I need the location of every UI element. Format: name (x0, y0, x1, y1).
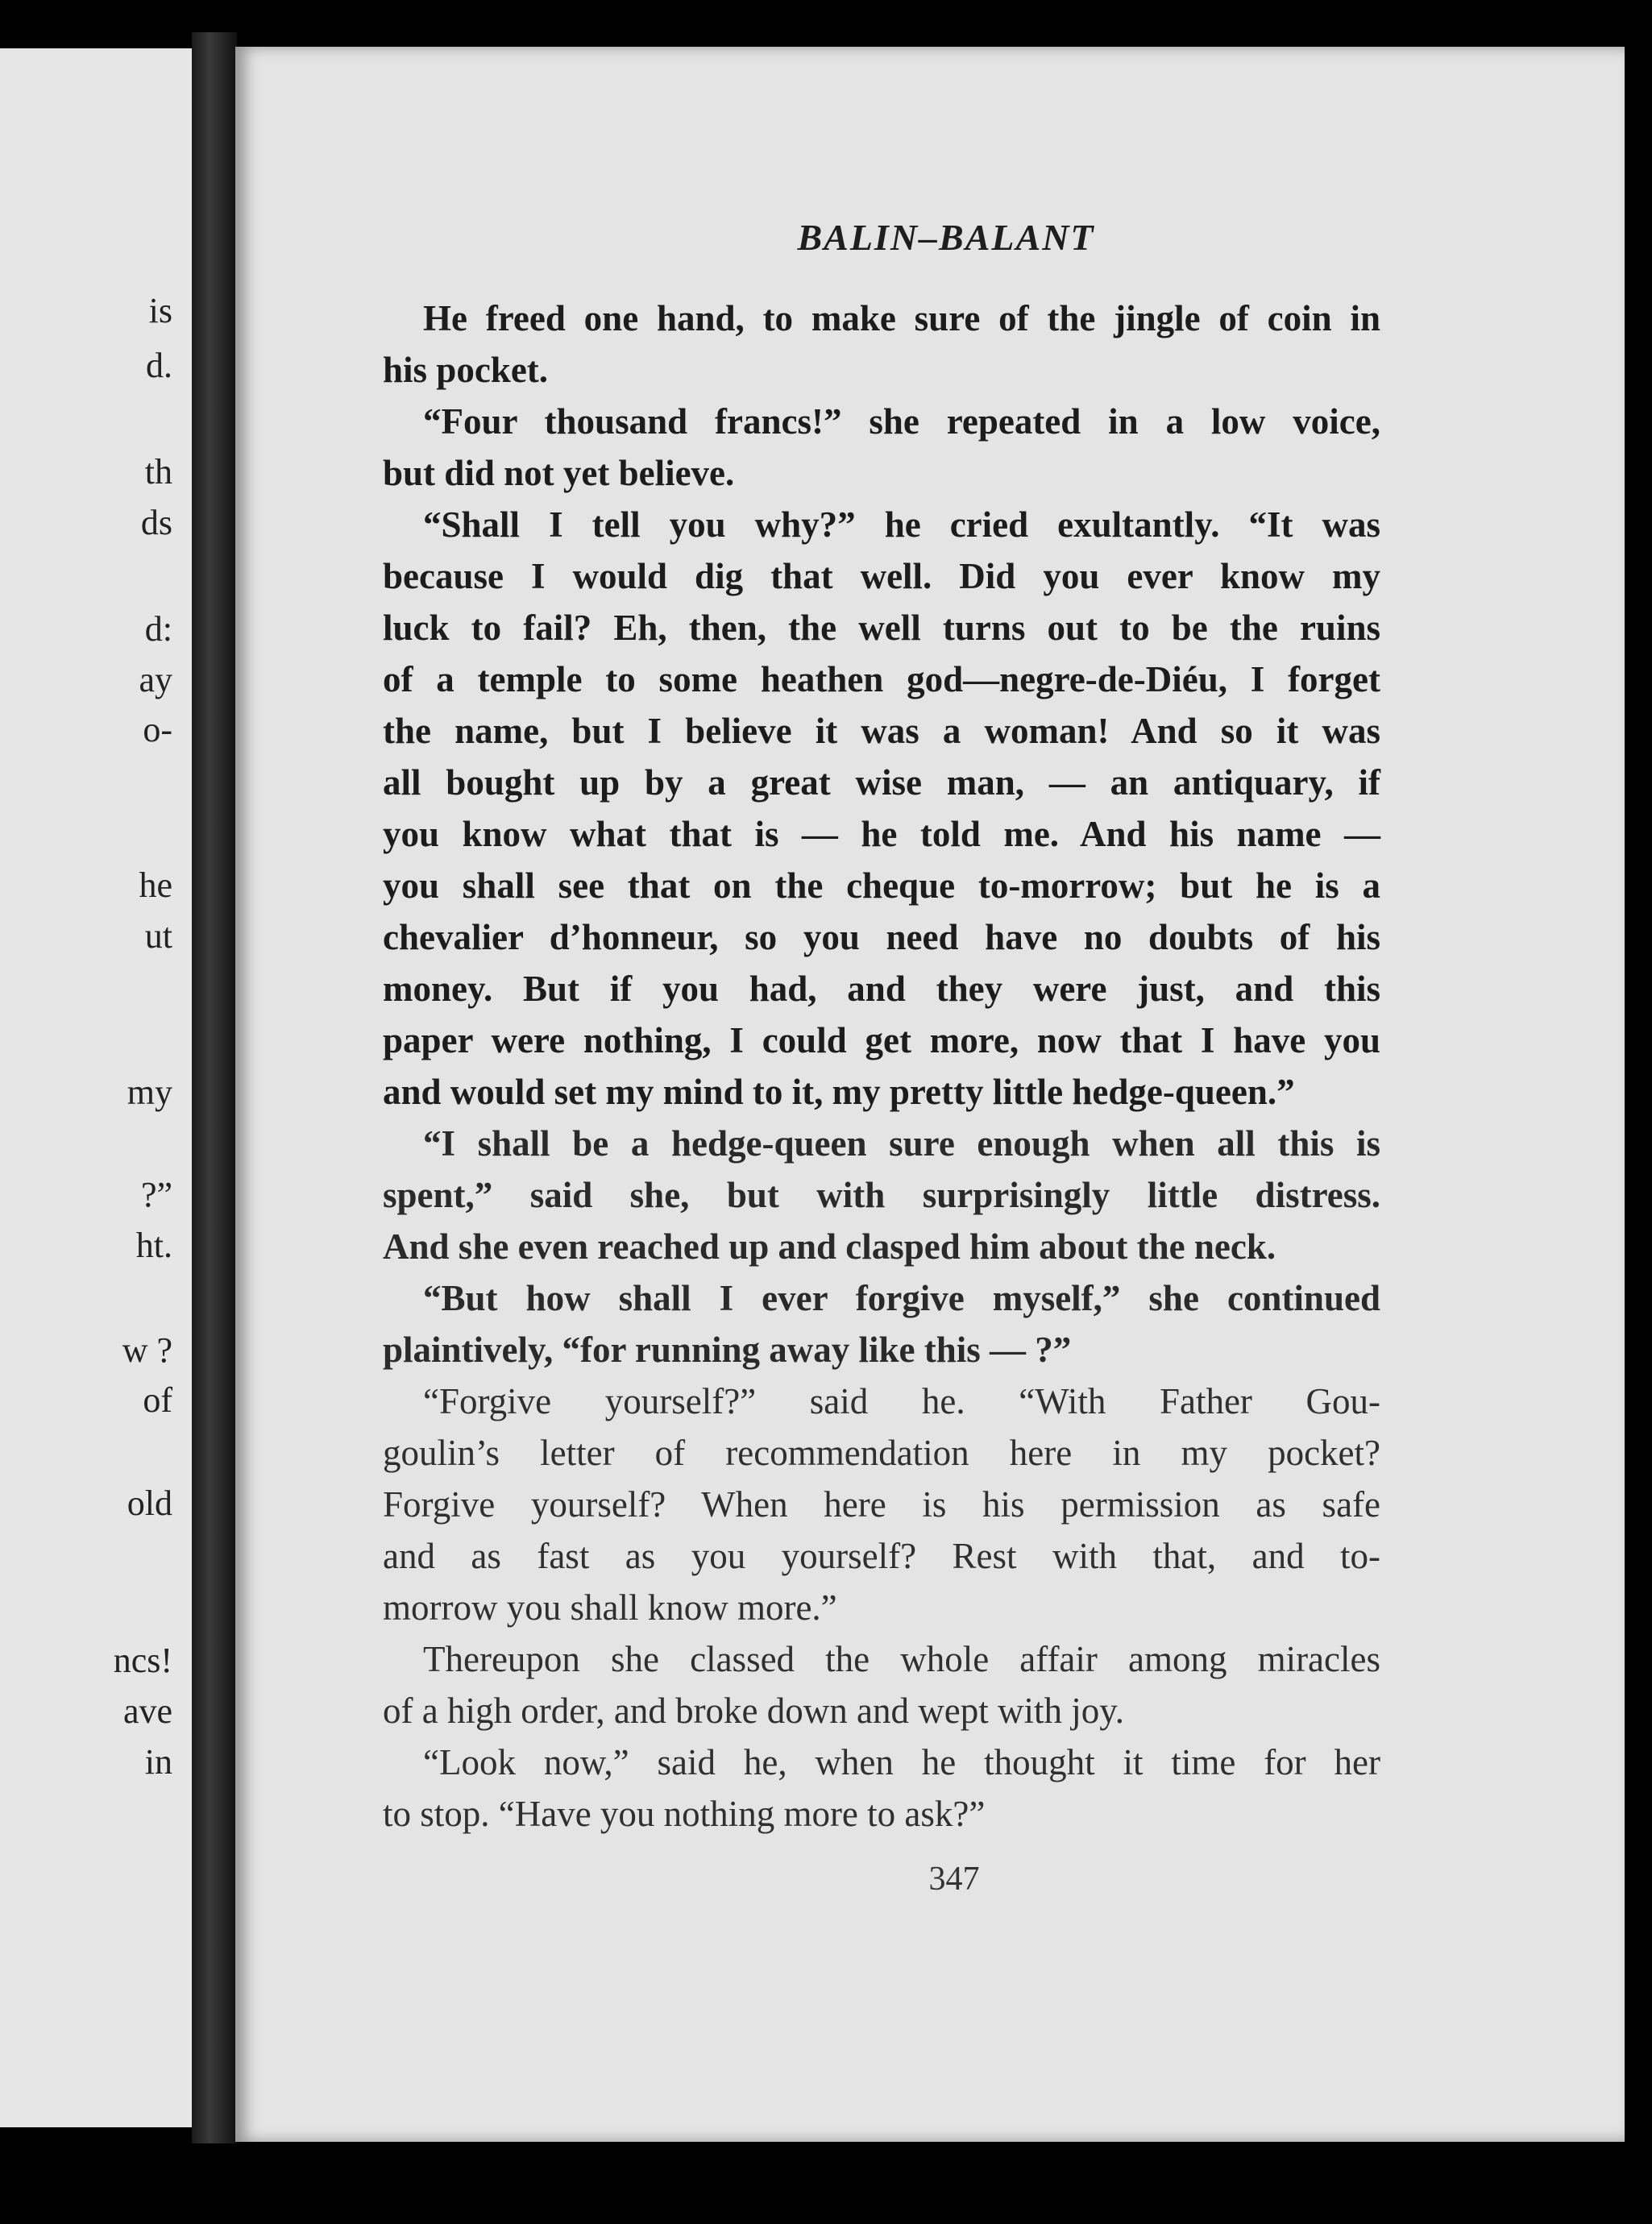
running-head: BALIN–BALANT (797, 217, 1095, 258)
page-number: 347 (928, 1861, 980, 1898)
text-line: Thereupon she classed the whole affair among miracles (423, 1639, 1380, 1679)
book-gutter (192, 32, 237, 2143)
text-line: you shall see that on the cheque to-morrow; but he is a (383, 865, 1380, 906)
previous-page-fragment: ave (122, 1691, 172, 1731)
previous-page-fragment: ds (140, 503, 172, 542)
previous-page-fragment: d: (144, 609, 172, 649)
text-line: paper were nothing, I could get more, now that I have you (383, 1020, 1380, 1060)
text-line: because I would dig that well. Did you ever know my (383, 556, 1380, 596)
previous-page-fragment: is (148, 291, 172, 330)
text-line: chevalier d’honneur, so you need have no doubts of his (383, 917, 1380, 957)
text-line: “But how shall I ever forgive myself,” she continued (423, 1278, 1380, 1318)
previous-page-fragment: th (144, 452, 172, 492)
text-line: all bought up by a great wise man, — an antiquary, if (383, 762, 1380, 803)
text-line: He freed one hand, to make sure of the jingle of coin in (423, 298, 1380, 338)
previous-page (0, 48, 192, 2127)
text-line: goulin’s letter of recommendation here in my pocket? (383, 1433, 1380, 1473)
text-line: Forgive yourself? When here is his permission as safe (383, 1484, 1380, 1525)
text-line: morrow you shall know more.” (383, 1587, 837, 1628)
text-line: but did not yet believe. (383, 453, 735, 493)
book-page (235, 47, 1625, 2142)
previous-page-fragment: he (139, 865, 172, 905)
previous-page-fragment: w ? (122, 1330, 172, 1370)
previous-page-fragment: ay (139, 660, 172, 699)
text-line: “Look now,” said he, when he thought it time for her (423, 1742, 1380, 1782)
previous-page-fragment: ht. (135, 1226, 172, 1265)
text-line: and would set my mind to it, my pretty little hedge-queen.” (383, 1072, 1295, 1112)
text-line: the name, but I believe it was a woman! And so it was (383, 711, 1380, 751)
text-line: plaintively, “for running away like this — ?” (383, 1330, 1072, 1370)
text-line: money. But if you had, and they were just, and this (383, 969, 1380, 1009)
previous-page-fragment: d. (146, 346, 172, 385)
text-line: his pocket. (383, 350, 549, 390)
text-line: luck to fail? Eh, then, the well turns out to be the ruins (383, 608, 1380, 648)
previous-page-fragment: in (144, 1742, 172, 1782)
text-line: “Forgive yourself?” said he. “With Father Gou- (423, 1381, 1380, 1421)
previous-page-fragment: ncs! (113, 1641, 172, 1680)
text-line: to stop. “Have you nothing more to ask?” (383, 1794, 986, 1834)
previous-page-fragment: o- (143, 710, 172, 749)
text-line: “I shall be a hedge-queen sure enough when all this is (423, 1123, 1380, 1164)
text-line: and as fast as you yourself? Rest with that, and to- (383, 1536, 1380, 1576)
text-line: spent,” said she, but with surprisingly little distress. (383, 1175, 1380, 1215)
text-line: you know what that is — he told me. And his name — (383, 814, 1380, 854)
previous-page-fragment: of (143, 1380, 172, 1420)
text-line: “Four thousand francs!” she repeated in a low voice, (423, 401, 1380, 442)
text-line: “Shall I tell you why?” he cried exultantly. “It was (423, 504, 1380, 545)
previous-page-fragment: my (127, 1073, 172, 1112)
text-line: of a high order, and broke down and wept with joy. (383, 1691, 1125, 1731)
previous-page-fragment: ?” (140, 1175, 172, 1214)
text-line: of a temple to some heathen god—negre-de-Diéu, I forget (383, 659, 1380, 699)
previous-page-fragment: old (127, 1483, 172, 1523)
previous-page-fragment: ut (144, 916, 172, 956)
text-line: And she even reached up and clasped him about the neck. (383, 1226, 1276, 1267)
